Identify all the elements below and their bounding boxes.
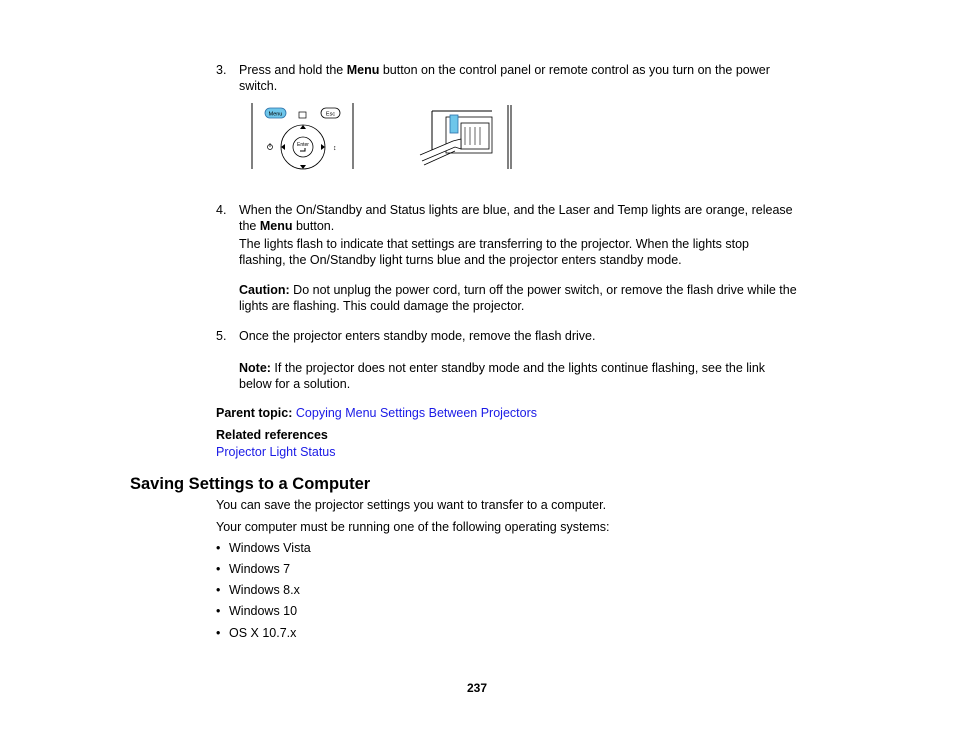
page-number: 237 bbox=[466, 681, 488, 695]
step-5-text: Once the projector enters standby mode, remove the flash drive. bbox=[239, 329, 596, 343]
list-item: Windows 10 bbox=[229, 604, 298, 618]
svg-text:↕: ↕ bbox=[333, 145, 337, 152]
projector-light-status-link[interactable]: Projector Light Status bbox=[216, 445, 336, 459]
enter-label: Enter bbox=[297, 142, 309, 148]
related-reference-item bbox=[216, 444, 336, 460]
section-paragraph: You can save the projector settings you want to transfer to a computer. bbox=[216, 498, 607, 512]
bullet-icon: • bbox=[216, 626, 221, 640]
step-number: 4. bbox=[216, 203, 227, 217]
power-switch-drawing bbox=[450, 115, 458, 133]
section-heading: Saving Settings to a Computer bbox=[130, 475, 371, 493]
list-item: Windows Vista bbox=[229, 541, 311, 555]
parent-topic: Parent topic: Copying Menu Settings Between Projectors bbox=[216, 406, 537, 420]
caution-note: Caution: Do not unplug the power cord, turn off the power switch, or remove the flash drive while the lights are flashing. This could damage the projector. bbox=[239, 283, 797, 313]
step-4-text: When the On/Standby and Status lights are blue, and the Laser and Temp lights are orange, release the Menu button. bbox=[239, 203, 793, 233]
section-paragraph: Your computer must be running one of the following operating systems: bbox=[216, 520, 610, 534]
esc-label: Esc bbox=[325, 111, 336, 118]
bullet-icon: • bbox=[216, 583, 221, 597]
list-item: OS X 10.7.x bbox=[229, 626, 297, 640]
bullet-icon: • bbox=[216, 562, 221, 576]
parent-topic-link[interactable]: Copying Menu Settings Between Projectors bbox=[295, 406, 537, 420]
menu-label: Menu bbox=[268, 111, 283, 118]
note: Note: If the projector does not enter standby mode and the lights continue flashing, see the link below for a solution. bbox=[239, 361, 766, 391]
step-number: 3. bbox=[216, 63, 227, 77]
list-item: Windows 7 bbox=[229, 562, 291, 576]
list-item: Windows 8.x bbox=[229, 583, 300, 597]
bullet-icon: • bbox=[216, 541, 221, 555]
related-references-heading: Related references bbox=[216, 428, 328, 442]
step-3-text: Press and hold the Menu button on the control panel or remote control as you turn on the power switch. bbox=[239, 63, 770, 93]
bullet-icon: • bbox=[216, 604, 221, 618]
control-panel-illustration bbox=[250, 103, 515, 171]
step-number: 5. bbox=[216, 329, 227, 343]
step-4-paragraph: The lights flash to indicate that settings are transferring to the projector. When the lights stop flashing, the On/Standby light turns blue and the projector enters standby mode. bbox=[239, 237, 749, 267]
